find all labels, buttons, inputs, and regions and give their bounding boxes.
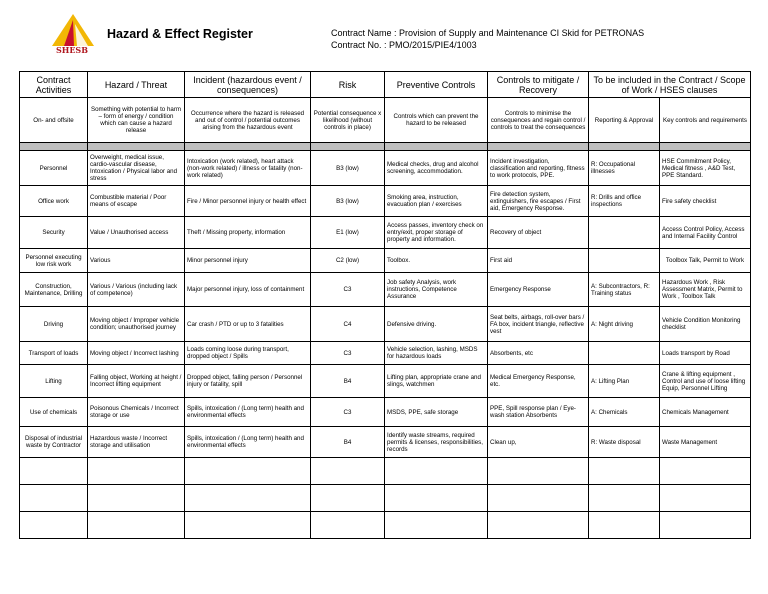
table-row <box>20 249 751 273</box>
column-header-row <box>20 72 751 98</box>
table-row <box>20 186 751 217</box>
cell-reporting: R: Waste disposal <box>589 427 660 458</box>
cell-hazard: Various <box>88 249 185 273</box>
cell-risk: B3 (low) <box>311 186 385 217</box>
cell-preventive: Smoking area, instruction, evacuation plan / exercises <box>385 186 488 217</box>
empty-row <box>20 458 751 485</box>
cell-incident: Fire / Minor personnel injury or health effect <box>185 186 311 217</box>
contract-name-row <box>331 27 644 39</box>
cell-preventive: Vehicle selection, lashing, MSDS for hazardous loads <box>385 342 488 365</box>
cell-mitigate: Incident investigation, classification and reporting, fitness to work protocols, PPE. <box>488 151 589 186</box>
cell-mitigate: Recovery of object <box>488 217 589 249</box>
cell-incident: Dropped object, falling person / Personnel injury or fatality, spill <box>185 365 311 398</box>
subheader-mitigate: Controls to minimise the consequences and regain control / controls to treat the consequences <box>488 98 589 143</box>
cell-preventive: Toolbox. <box>385 249 488 273</box>
subheader-key: Key controls and requirements <box>660 98 751 143</box>
empty-row <box>20 512 751 539</box>
col-header-risk: Risk <box>311 72 385 98</box>
cell-activity: Personnel executing low risk work <box>20 249 88 273</box>
cell-key-controls: Access Control Policy, Access and Internal Facility Control <box>660 217 751 249</box>
cell-mitigate: Absorbents, etc <box>488 342 589 365</box>
col-header-hazard: Hazard / Threat <box>88 72 185 98</box>
table-row <box>20 217 751 249</box>
cell-key-controls: Crane & lifting equipment , Control and use of loose lifting Equip, Personnel Lifting <box>660 365 751 398</box>
cell-hazard: Moving object / Incorrect lashing <box>88 342 185 365</box>
cell-incident: Loads coming loose during transport, dropped object / Spills <box>185 342 311 365</box>
col-header-preventive: Preventive Controls <box>385 72 488 98</box>
cell-hazard: Moving object / Improper vehicle condition; unauthorised journey <box>88 307 185 342</box>
cell-risk: C4 <box>311 307 385 342</box>
cell-risk: C3 <box>311 398 385 427</box>
cell-reporting <box>589 217 660 249</box>
cell-hazard: Hazardous waste / Incorrect storage and utilisation <box>88 427 185 458</box>
cell-incident: Minor personnel injury <box>185 249 311 273</box>
cell-key-controls: Loads transport by Road <box>660 342 751 365</box>
table-row <box>20 398 751 427</box>
cell-incident: Spills, intoxication / (Long term) health and environmental effects <box>185 398 311 427</box>
cell-risk: C2 (low) <box>311 249 385 273</box>
subheader-reporting: Reporting & Approval <box>589 98 660 143</box>
table-row <box>20 151 751 186</box>
cell-hazard: Falling object, Working at height / Incorrect lifting equipment <box>88 365 185 398</box>
shaded-divider-row <box>20 143 751 151</box>
cell-preventive: Access passes, inventory check on entry/exit, proper storage of property and information. <box>385 217 488 249</box>
cell-reporting <box>589 342 660 365</box>
contract-name-value: Provision of Supply and Maintenance CI Skid for PETRONAS <box>399 28 645 38</box>
cell-preventive: Medical checks, drug and alcohol screening, accommodation. <box>385 151 488 186</box>
cell-key-controls: Vehicle Condition Monitoring checklist <box>660 307 751 342</box>
cell-mitigate: First aid <box>488 249 589 273</box>
cell-activity: Security <box>20 217 88 249</box>
cell-incident: Car crash / PTD or up to 3 fatalities <box>185 307 311 342</box>
cell-mitigate: PPE, Spill response plan / Eye-wash station Absorbents <box>488 398 589 427</box>
subheader-activity: On- and offsite <box>20 98 88 143</box>
cell-incident: Theft / Missing property, information <box>185 217 311 249</box>
cell-reporting: A: Chemicals <box>589 398 660 427</box>
subheader-incident: Occurrence where the hazard is released and out of control / potential outcomes arising from the hazardous event <box>185 98 311 143</box>
cell-activity: Driving <box>20 307 88 342</box>
cell-mitigate: Clean up, <box>488 427 589 458</box>
cell-key-controls: Waste Management <box>660 427 751 458</box>
col-header-activities: Contract Activities <box>20 72 88 98</box>
contract-no-value: : PMO/2015/PIE4/1003 <box>384 40 477 50</box>
subheader-row <box>20 98 751 143</box>
cell-key-controls: Hazardous Work , Risk Assessment Matrix, Permit to Work , Toolbox Talk <box>660 273 751 307</box>
contract-info <box>331 27 644 51</box>
cell-preventive: Identify waste streams, required permits & licenses, responsibilities, records <box>385 427 488 458</box>
cell-mitigate: Seat belts, airbags, roll-over bars / FA box, incident triangle, reflective vest <box>488 307 589 342</box>
cell-activity: Transport of loads <box>20 342 88 365</box>
cell-risk: C3 <box>311 342 385 365</box>
cell-preventive: Lifting plan, appropriate crane and slings, watchmen <box>385 365 488 398</box>
cell-activity: Use of chemicals <box>20 398 88 427</box>
empty-row <box>20 485 751 512</box>
cell-hazard: Overweight, medical issue, cardio-vascular disease, Intoxication / Physical labor and stress <box>88 151 185 186</box>
cell-preventive: Defensive driving. <box>385 307 488 342</box>
cell-mitigate: Medical Emergency Response, etc. <box>488 365 589 398</box>
cell-incident: Spills, intoxication / (Long term) health and environmental effects <box>185 427 311 458</box>
cell-incident: Major personnel injury, loss of containment <box>185 273 311 307</box>
cell-reporting: A: Subcontractors, R: Training status <box>589 273 660 307</box>
cell-risk: B4 <box>311 365 385 398</box>
cell-hazard: Combustible material / Poor means of escape <box>88 186 185 217</box>
cell-activity: Office work <box>20 186 88 217</box>
table-row <box>20 273 751 307</box>
col-header-contract-scope: To be included in the Contract / Scope of Work / HSES clauses <box>589 72 751 98</box>
cell-preventive: MSDS, PPE, safe storage <box>385 398 488 427</box>
col-header-mitigate: Controls to mitigate / Recovery <box>488 72 589 98</box>
cell-risk: B3 (low) <box>311 151 385 186</box>
cell-preventive: Job safety Analysis, work instructions, Competence Assurance <box>385 273 488 307</box>
cell-reporting: A: Lifting Plan <box>589 365 660 398</box>
cell-risk: C3 <box>311 273 385 307</box>
cell-activity: Personnel <box>20 151 88 186</box>
cell-hazard: Value / Unauthorised access <box>88 217 185 249</box>
cell-key-controls: Toolbox Talk, Permit to Work <box>660 249 751 273</box>
cell-hazard: Poisonous Chemicals / Incorrect storage or use <box>88 398 185 427</box>
cell-risk: E1 (low) <box>311 217 385 249</box>
contract-name-label: Contract Name : <box>331 28 397 38</box>
hazard-register-table <box>19 71 751 539</box>
cell-reporting: R: Drills and office inspections <box>589 186 660 217</box>
table-row <box>20 365 751 398</box>
cell-mitigate: Emergency Response <box>488 273 589 307</box>
contract-no-row <box>331 39 644 51</box>
cell-reporting: A: Night driving <box>589 307 660 342</box>
cell-activity: Construction, Maintenance, Drilling <box>20 273 88 307</box>
cell-activity: Disposal of industrial waste by Contractor <box>20 427 88 458</box>
table-row <box>20 427 751 458</box>
cell-key-controls: Fire safety checklist <box>660 186 751 217</box>
cell-activity: Lifting <box>20 365 88 398</box>
table-row <box>20 342 751 365</box>
document-title: Hazard & Effect Register <box>107 27 253 41</box>
cell-incident: Intoxication (work related), heart attack (non-work related) / illness or fatality (non-work related) <box>185 151 311 186</box>
cell-mitigate: Fire detection system, extinguishers, fire escapes / First aid, Emergency Response. <box>488 186 589 217</box>
cell-key-controls: Chemicals Management <box>660 398 751 427</box>
subheader-preventive: Controls which can prevent the hazard to be released <box>385 98 488 143</box>
cell-reporting <box>589 249 660 273</box>
cell-risk: B4 <box>311 427 385 458</box>
table-row <box>20 307 751 342</box>
logo-text: SHESB <box>56 45 88 55</box>
cell-reporting: R: Occupational illnesses <box>589 151 660 186</box>
subheader-hazard: Something with potential to harm – form of energy / condition which can cause a hazard release <box>88 98 185 143</box>
contract-no-label: Contract No. <box>331 40 382 50</box>
subheader-risk: Potential consequence x likelihood (without controls in place) <box>311 98 385 143</box>
col-header-incident: Incident (hazardous event / consequences) <box>185 72 311 98</box>
cell-hazard: Various / Various (including lack of competence) <box>88 273 185 307</box>
cell-key-controls: HSE Commitment Policy, Medical fitness , A&D Test, PPE Standard. <box>660 151 751 186</box>
